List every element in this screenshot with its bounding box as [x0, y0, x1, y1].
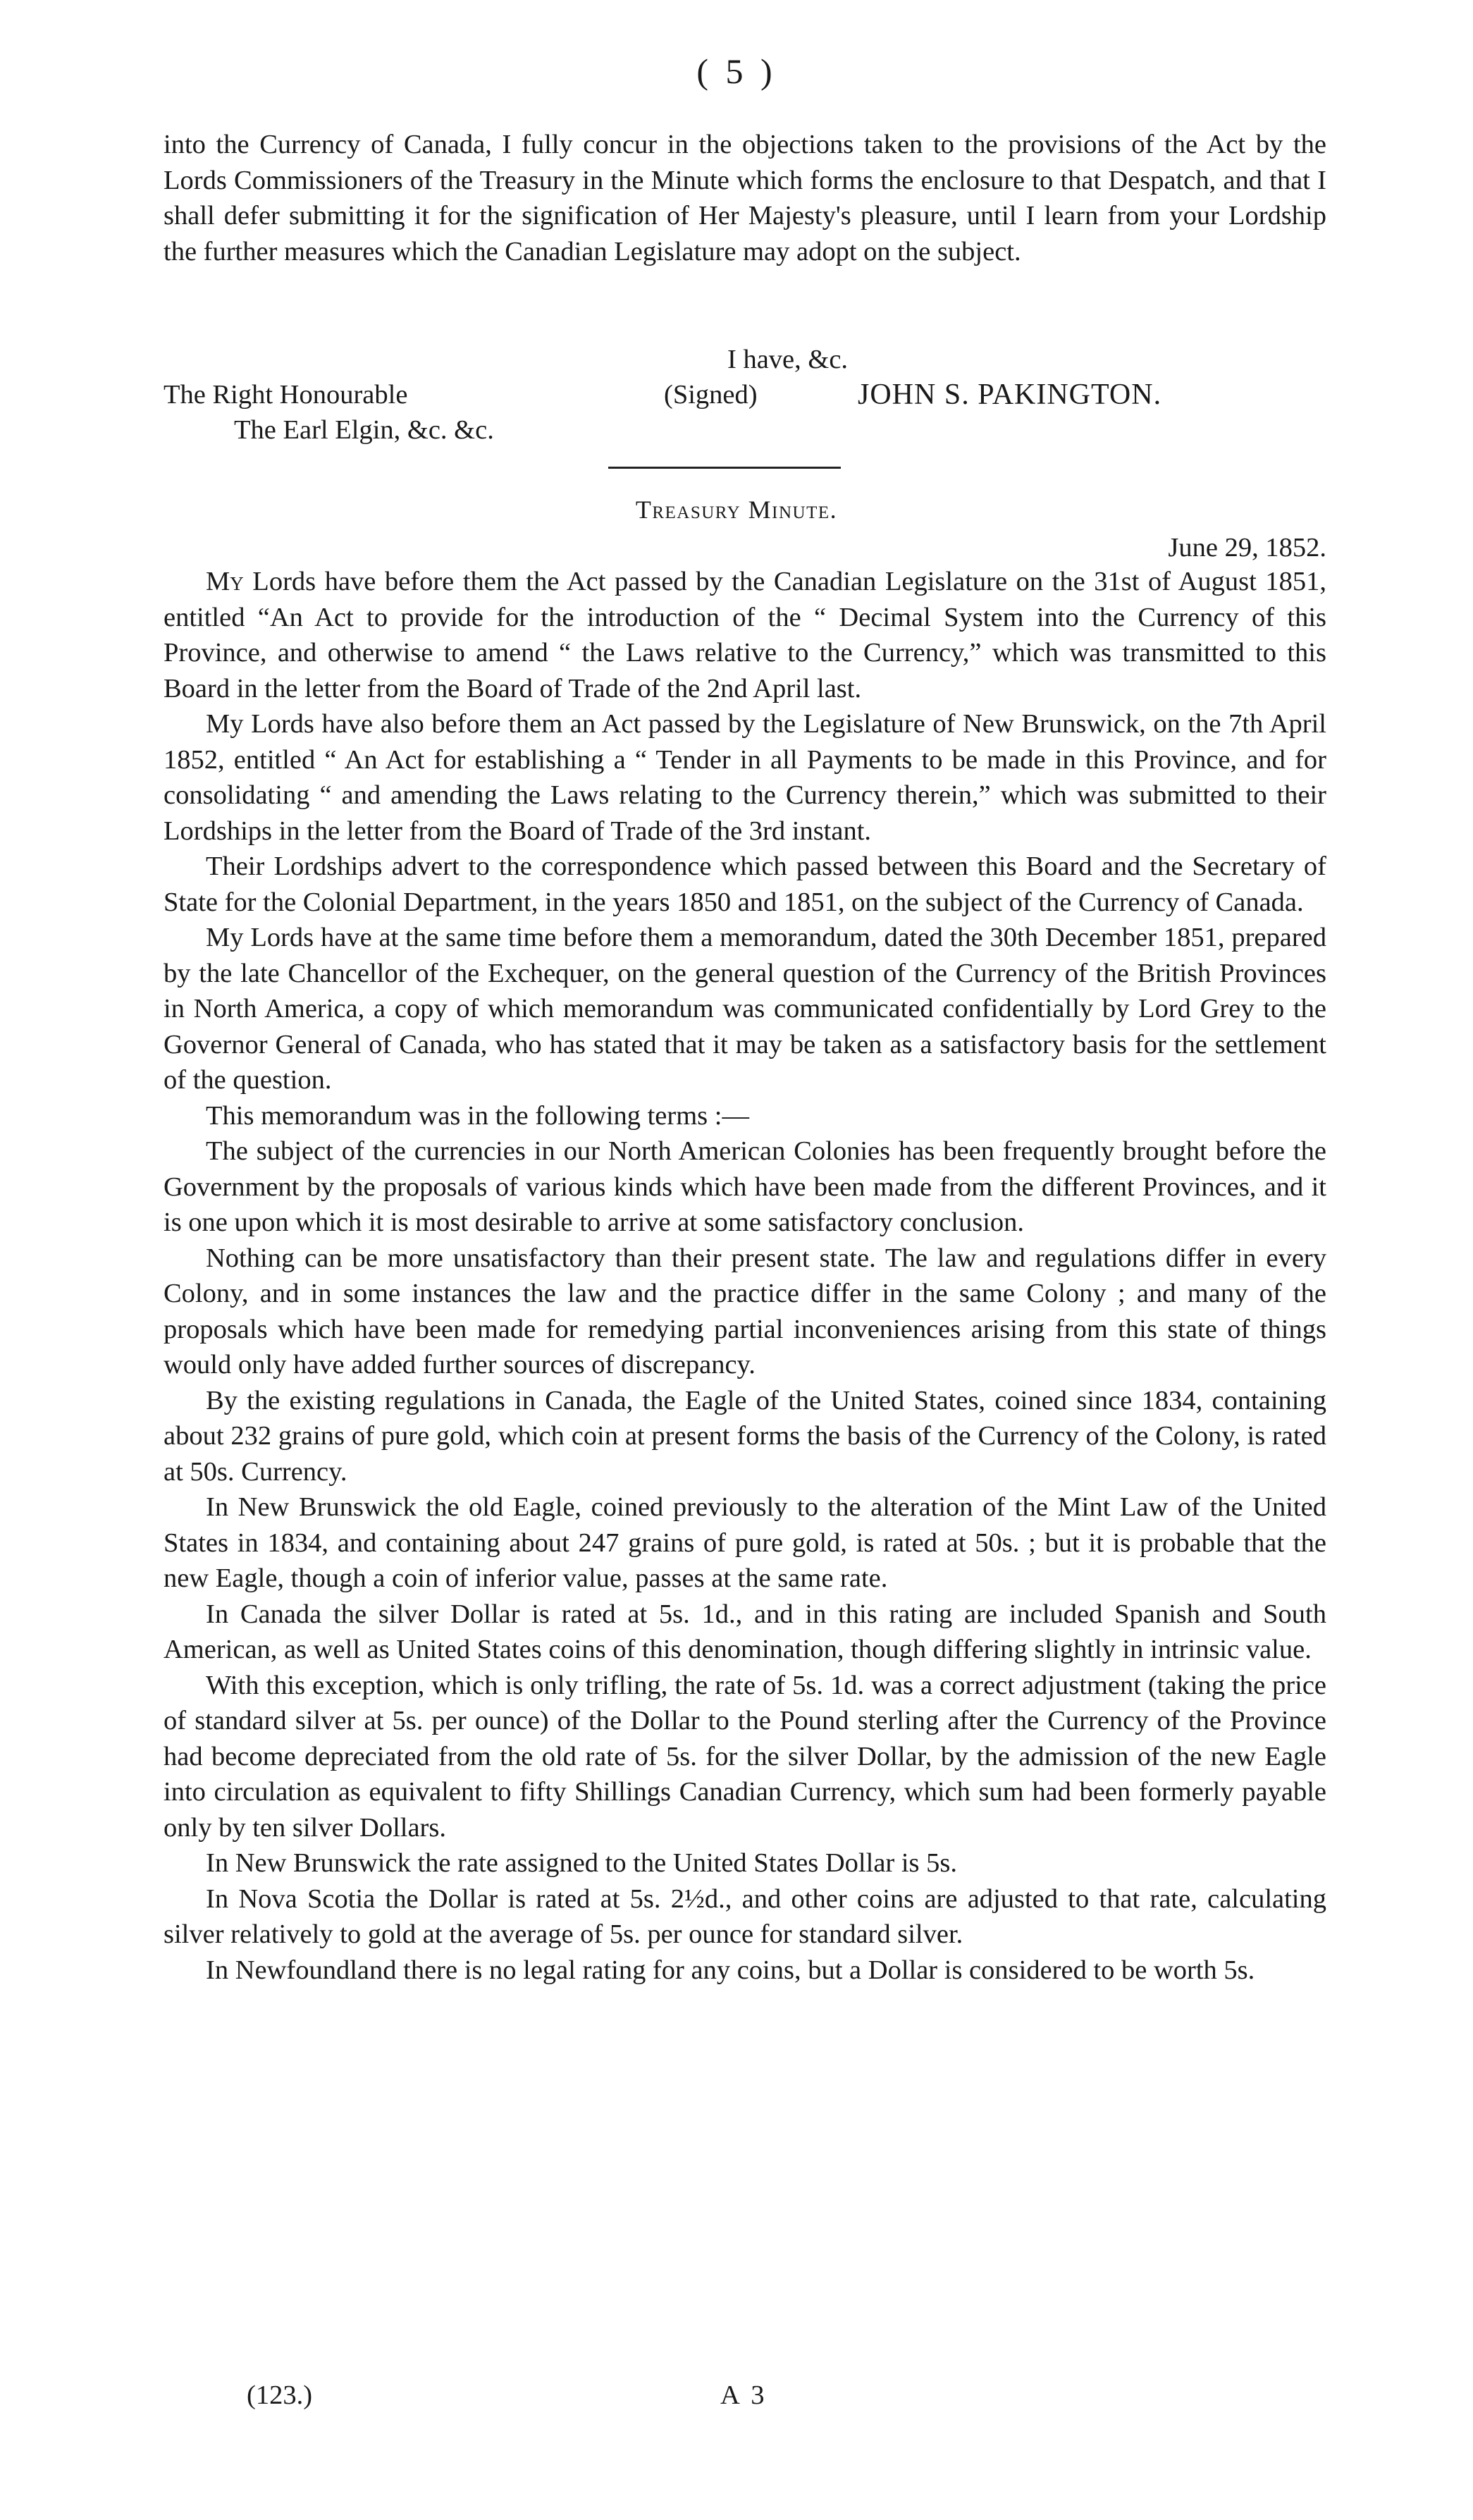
signed-label: (Signed) — [664, 380, 758, 410]
minute-paragraph: In New Brunswick the rate assigned to the United States Dollar is 5s. — [206, 1848, 958, 1878]
minute-date: June 29, 1852. — [1168, 533, 1326, 563]
minute-paragraph: This memorandum was in the following terms :— — [206, 1100, 749, 1131]
minute-paragraph: Nothing can be more unsatisfactory than their present state. The law and regulations differ in every Colony, and in some instances the law and the practice differ in the same Colony ; and many of the proposals which have been made for remedying partial inconveniences arising from this state of things would only have added further sources of discrepancy. — [164, 1243, 1326, 1379]
paragraph-text: Lords have before them the Act passed by the Canadian Legislature on the 31st of August 1851, entitled “An Act to provide for the introduction of the “ Decimal System into the Currency of this Province, and otherwise to amend “ the Laws relative to the Currency,” which was transmitted to this Board in the letter from the Board of Trade of the 2nd April last. — [164, 567, 1326, 703]
opening-section — [164, 127, 1326, 269]
addressee-line-1: The Right Honourable — [164, 380, 408, 410]
minute-body — [164, 564, 1326, 1988]
minute-paragraph: My Lords have also before them an Act passed by the Legislature of New Brunswick, on the 7th April 1852, entitled “ An Act for establishing a “ Tender in all Payments to be made in this Province, and for consolidating “ and amending the Laws relating to the Currency therein,” which was submitted to their Lordships in the letter from the Board of Trade of the 3rd instant. — [164, 709, 1326, 846]
folio-number: (123.) — [247, 2380, 313, 2410]
minute-heading: Treasury Minute. — [635, 496, 838, 524]
minute-paragraph: My Lords have at the same time before them a memorandum, dated the 30th December 1851, prepared by the late Chancellor of the Exchequer, on the general question of the Currency of the British Provinces in North America, a copy of which memorandum was communicated confidentially by Lord Grey to the Governor General of Canada, who has stated that it may be taken as a satisfactory basis for the settlement of the question. — [164, 923, 1326, 1095]
paragraph-lead-word: My — [206, 567, 244, 596]
minute-paragraph: Their Lordships advert to the correspondence which passed between this Board and the Secretary of State for the Colonial Department, in the years 1850 and 1851, on the subject of the Currency of Canada. — [164, 852, 1326, 917]
page-number: ( 5 ) — [696, 51, 777, 91]
opening-paragraph: into the Currency of Canada, I fully concur in the objections taken to the provisions of the Act by the Lords Commissioners of the Treasury in the Minute which forms the enclosure to that Despatch, and that I shall defer submitting it for the signification of Her Majesty's pleasure, until I learn from your Lordship the further measures which the Canadian Legislature may adopt on the subject. — [164, 130, 1326, 266]
addressee-line-2: The Earl Elgin, &c. &c. — [234, 415, 494, 445]
minute-paragraph: With this exception, which is only trifling, the rate of 5s. 1d. was a correct adjustment (taking the price of standard silver at 5s. per ounce) of the Dollar to the Pound sterling after the Currency of the Province had become depreciated from the old rate of 5s. for the silver Dollar, by the admission of the new Eagle into circulation as equivalent to fifty Shillings Canadian Currency, which sum had been formerly payable only by ten silver Dollars. — [164, 1670, 1326, 1843]
signature-mark: A 3 — [720, 2380, 768, 2410]
minute-paragraph: The subject of the currencies in our North American Colonies has been frequently brought before the Government by the proposals of various kinds which have been made from the different Provinces, and it is one upon which it is most desirable to arrive at some satisfactory conclusion. — [164, 1136, 1326, 1237]
minute-paragraph — [164, 564, 1326, 706]
minute-paragraph: In Canada the silver Dollar is rated at 5s. 1d., and in this rating are included Spanish and South American, as well as United States coins of this denomination, though differing slightly in intrinsic value. — [164, 1599, 1326, 1664]
signer-name: JOHN S. PAKINGTON. — [858, 379, 1162, 411]
letter-signoff — [164, 344, 1326, 450]
minute-paragraph: By the existing regulations in Canada, the Eagle of the United States, coined since 1834, containing about 232 grains of pure gold, which coin at present forms the basis of the Currency of the Colony, is rated at 50s. Currency. — [164, 1385, 1326, 1487]
section-divider — [608, 467, 841, 469]
minute-paragraph: In New Brunswick the old Eagle, coined previously to the alteration of the Mint Law of the United States in 1834, and containing about 247 grains of pure gold, is rated at 50s. ; but it is probable that the new Eagle, though a coin of inferior value, passes at the same rate. — [164, 1492, 1326, 1593]
minute-paragraph: In Nova Scotia the Dollar is rated at 5s. 2½d., and other coins are adjusted to that rate, calculating silver relatively to gold at the average of 5s. per ounce for standard silver. — [164, 1883, 1326, 1949]
minute-paragraph: In Newfoundland there is no legal rating for any coins, but a Dollar is considered to be worth 5s. — [206, 1955, 1255, 1985]
closing-phrase: I have, &c. — [727, 345, 849, 374]
